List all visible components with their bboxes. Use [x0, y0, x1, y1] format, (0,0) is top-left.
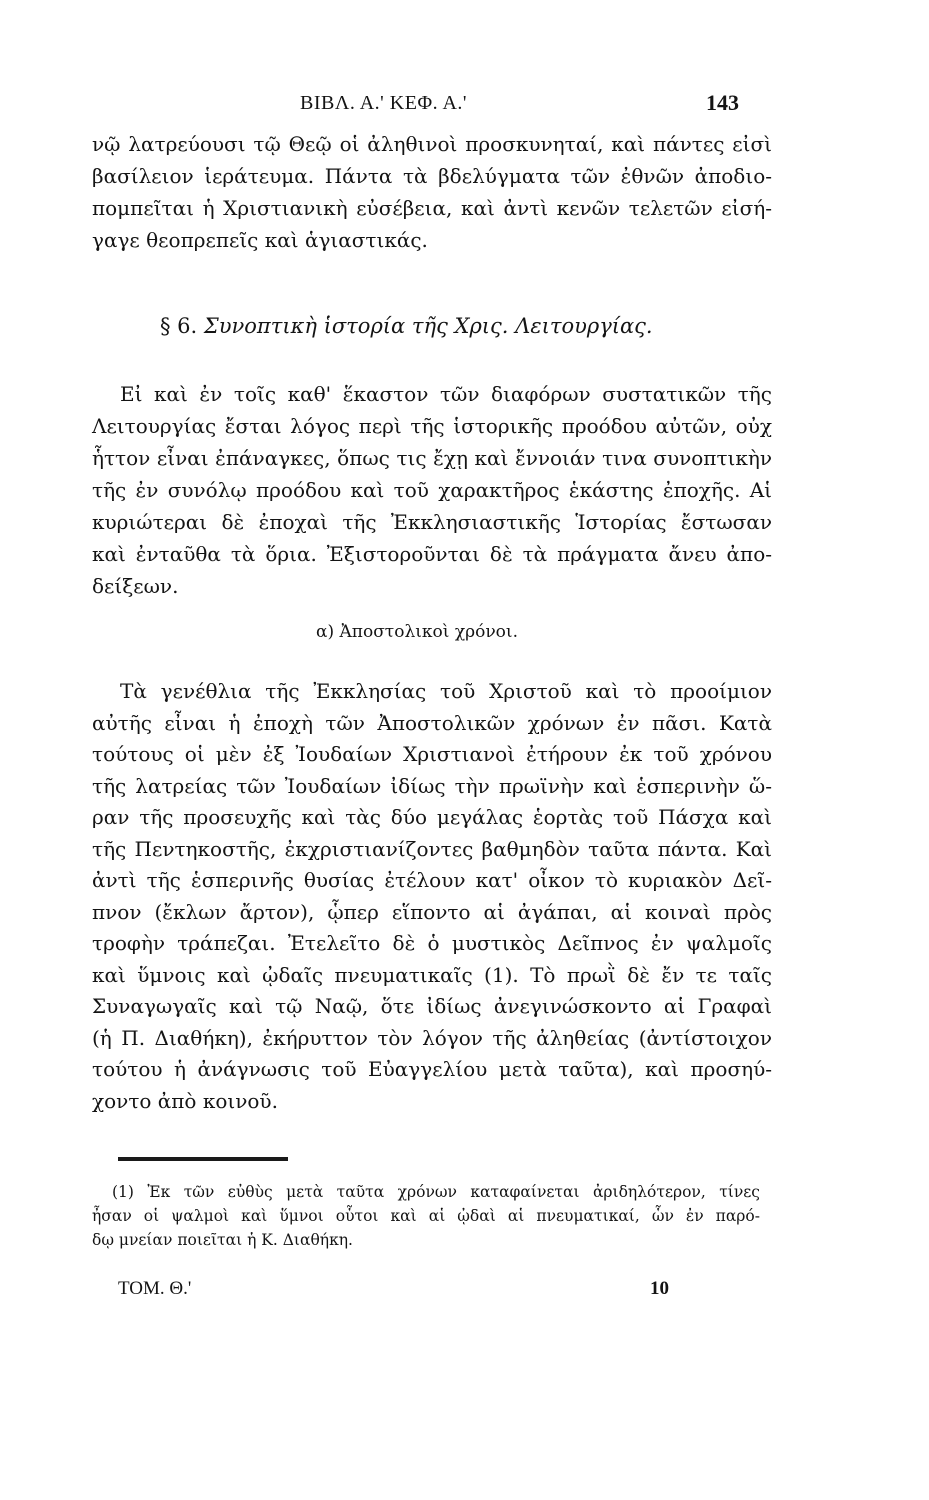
page-header [0, 90, 929, 130]
subheading: α) Ἀποστολικοὶ χρόνοι. [316, 622, 518, 642]
page-number: 143 [706, 90, 739, 115]
text-line: Εἰ καὶ ἐν τοῖς καθ' ἕκαστον τῶν διαφόρων συστατικῶν τῆς [120, 382, 772, 406]
text-line: ραν τῆς προσευχῆς καὶ τὰς δύο μεγάλας ἑορτὰς τοῦ Πάσχα καὶ [92, 805, 772, 829]
section-number: § 6. [160, 314, 198, 338]
section-title: Συνοπτικὴ ἱστορία τῆς Χρις. Λειτουργίας. [203, 314, 653, 338]
text-line: νῷ λατρεύουσι τῷ Θεῷ οἱ ἀληθινοὶ προσκυνηταί, καὶ πάντες εἰσὶ [92, 132, 772, 156]
text-line: βασίλειον ἱεράτευμα. Πάντα τὰ βδελύγματα τῶν ἐθνῶν ἀποδιο- [92, 164, 772, 188]
text-line: Λειτουργίας ἔσται λόγος περὶ τῆς ἱστορικῆς προόδου αὐτῶν, οὐχ [92, 414, 772, 438]
text-line: αὐτῆς εἶναι ἡ ἐποχὴ τῶν Ἀποστολικῶν χρόνων ἐν πᾶσι. Κατὰ [92, 710, 772, 735]
paragraph-1 [92, 128, 772, 256]
text-line: Συναγωγαῖς καὶ τῷ Ναῷ, ὅτε ἰδίως ἀνεγινώσκοντο αἱ Γραφαὶ [92, 994, 772, 1018]
text-line: καὶ ὕμνοις καὶ ᾠδαῖς πνευματικαῖς (1). Τὸ πρωῒ δὲ ἔν τε ταῖς [92, 962, 772, 987]
text-line: καὶ ἐνταῦθα τὰ ὅρια. Ἐξιστοροῦνται δὲ τὰ πράγματα ἄνευ ἀπο- [92, 542, 772, 566]
text-line: τῆς λατρείας τῶν Ἰουδαίων ἰδίως τὴν πρωϊνὴν καὶ ἑσπερινὴν ὥ- [92, 773, 772, 798]
text-line: κυριώτεραι δὲ ἐποχαὶ τῆς Ἐκκλησιαστικῆς Ἱστορίας ἔστωσαν [92, 510, 772, 534]
text-line: τῆς ἐν συνόλῳ προόδου καὶ τοῦ χαρακτῆρος ἑκάστης ἐποχῆς. Αἱ [92, 478, 772, 502]
paragraph-3 [92, 676, 772, 1117]
text-line: τούτους οἱ μὲν ἐξ Ἰουδαίων Χριστιανοὶ ἐτήρουν ἐκ τοῦ χρόνου [92, 742, 772, 766]
text-line: ἀντὶ τῆς ἑσπερινῆς θυσίας ἐτέλουν κατ' οἶκον τὸ κυριακὸν Δεῖ- [92, 868, 772, 892]
text-line: πομπεῖται ἡ Χριστιανικὴ εὐσέβεια, καὶ ἀντὶ κενῶν τελετῶν εἰσή- [92, 196, 772, 220]
text-line: χοντο ἀπὸ κοινοῦ. [92, 1088, 278, 1113]
footnote-line: ἦσαν οἱ ψαλμοὶ καὶ ὕμνοι οὗτοι καὶ αἱ ᾠδαὶ αἱ πνευματικαί, ὧν ἐν παρό- [92, 1207, 760, 1225]
text-line: τῆς Πεντηκοστῆς, ἐκχριστιανίζοντες βαθμηδὸν ταῦτα πάντα. Καὶ [92, 836, 772, 861]
text-line: τροφὴν τράπεζαι. Ἐτελεῖτο δὲ ὁ μυστικὸς Δεῖπνος ἐν ψαλμοῖς [92, 931, 772, 955]
volume-signature: ΤΟΜ. Θ.' [118, 1278, 192, 1299]
footnote [92, 1180, 760, 1252]
section-heading [160, 314, 653, 338]
text-line: τούτου ἡ ἀνάγνωσις τοῦ Εὐαγγελίου μετὰ ταῦτα), καὶ προσηύ- [92, 1057, 772, 1081]
running-head: ΒΙΒΛ. Α.' ΚΕΦ. Α.' [300, 92, 468, 114]
footnote-line: (1) Ἐκ τῶν εὐθὺς μετὰ ταῦτα χρόνων καταφαίνεται ἀριδηλότερον, τίνες [112, 1183, 760, 1201]
paragraph-2 [92, 378, 772, 602]
sheet-number: 10 [650, 1278, 669, 1299]
text-line: γαγε θεοπρεπεῖς καὶ ἁγιαστικάς. [92, 228, 428, 252]
text-line: Τὰ γενέθλια τῆς Ἐκκλησίας τοῦ Χριστοῦ καὶ τὸ προοίμιον [120, 679, 772, 703]
text-line: (ἡ Π. Διαθήκη), ἐκήρυττον τὸν λόγον τῆς ἀληθείας (ἀντίστοιχον [92, 1025, 772, 1050]
footnote-divider [118, 1157, 288, 1161]
text-line: πνον (ἔκλων ἄρτον), ᾧπερ εἵποντο αἱ ἀγάπαι, αἱ κοιναὶ πρὸς [92, 899, 772, 924]
text-line: δείξεων. [92, 574, 179, 598]
footnote-line: δῳ μνείαν ποιεῖται ἡ Κ. Διαθήκη. [92, 1231, 353, 1249]
text-line: ἧττον εἶναι ἐπάναγκες, ὅπως τις ἔχῃ καὶ ἔννοιάν τινα συνοπτικὴν [92, 446, 772, 470]
page-footer [0, 1278, 929, 1308]
